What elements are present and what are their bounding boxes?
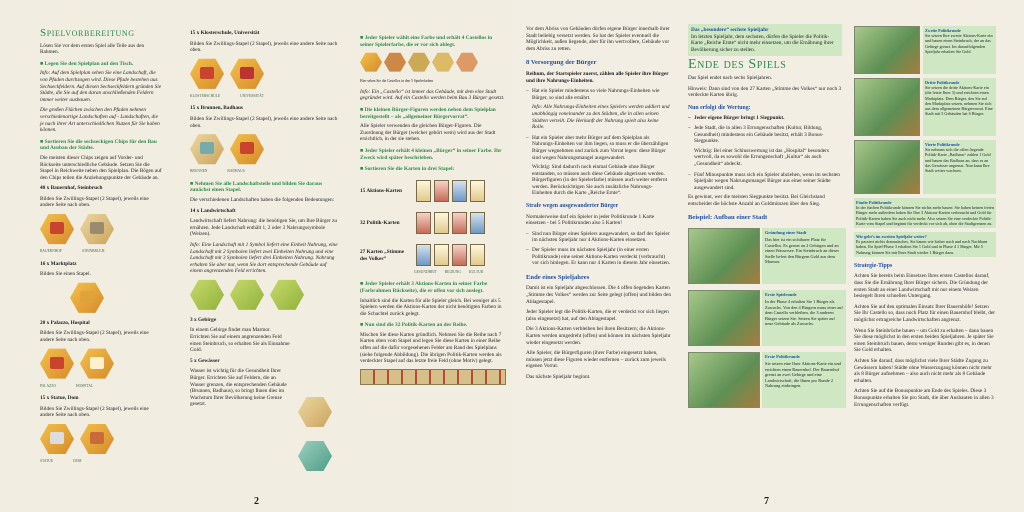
card-caption: GESUNDHEIT [414, 269, 437, 274]
castello-tile [384, 52, 406, 72]
body-text: Damit ist ein Spieljahr abgeschlossen. Die 4 offen liegenden Karten „Stimme des Volkes“ werden zur Seite gelegt (offen) und bilden den Ablagestapel. [526, 285, 672, 305]
gebirge-tile [298, 396, 332, 428]
tile-images [190, 133, 340, 165]
example-image [688, 290, 760, 346]
dom-tile [80, 423, 114, 455]
item-title: 15 x Klosterschule, Universität [190, 30, 260, 36]
card-row [360, 208, 506, 240]
card [470, 212, 485, 234]
tile-images [40, 348, 162, 380]
card-images [416, 244, 485, 266]
tile-caption: BRUNNEN [190, 169, 208, 174]
body-text: Alle Spieler verwenden die gleichen Bürger-Figuren. Die Zuordnung der Bürger (welcher gehört wem) wird aus der Stadt ersichtlich, in der sie stehen. [360, 123, 496, 143]
klosterschule-tile [190, 58, 224, 90]
tile-caption: KLOSTERSCHULE [190, 93, 221, 98]
setup-step: ■ Sortieren Sie die Karten in drei Stapel: [360, 166, 506, 173]
card-caption: BILDUNG [444, 269, 461, 274]
card [434, 180, 449, 202]
item-text: Bilden Sie Zwillings-Stapel (2 Stapel), jeweils eine andere Seite nach oben. [40, 195, 149, 209]
section-heading: Beispiel: Aufbau einer Stadt [688, 214, 768, 222]
tile-images [40, 213, 162, 245]
info-text: Die großen Flächen zwischen den Pfaden nehmen verschiedenartige Landschaften auf - Landschaften, die je nach ihrer Art unterschiedlichen Nutzen für Sie haben können. [40, 107, 160, 134]
tile-captions [40, 248, 162, 255]
tile-caption: DOM [73, 459, 82, 463]
landscape-images [190, 279, 340, 311]
list-item: – Hat ein Spieler mindestens so viele Nahrungs-Einheiten wie Bürger, so sind alle ernährt. [526, 88, 672, 101]
marktplatz-tile [70, 282, 104, 314]
item-text: Bilden Sie einen Stapel. [40, 271, 91, 278]
info-text: Info: Eine Landschaft mit 1 Symbol liefert eine Einheit Nahrung, eine Landschaft mit 2 Symbolen liefert zwei Einheiten Nahrung und eine Landschaft mit 3 Symbolen liefert drei Einheiten Nahrung. Nahrung erhalten Sie aber nur, wenn Sie dort entsprechende Gebäude auf einem angrenzenden Feld errichten. [190, 241, 338, 275]
left-col-2 [168, 0, 346, 512]
info-text: Wichtig: Bei einer Schlusswertung ist das „Hospital“ besonders wertvoll, da es sowohl die Errungenschaft „Kultur“ als auch „Gesundheit“ abdeckt. [694, 147, 829, 167]
section-heading: 8 Versorgung der Bürger [526, 59, 597, 67]
example-area [688, 226, 842, 426]
body-text: Inhaltlich sind die Karten für alle Spieler gleich. Bei weniger als 5 Spielern werden die Aktions-Karten der nicht benötigten Farben in die Schachtel zurück gelegt. [360, 297, 502, 317]
item-text: Bilden Sie Zwillings-Stapel (2 Stapel), jeweils eine andere Seite nach oben. [190, 40, 338, 54]
body-text: Das Spiel endet nach sechs Spieljahren. [688, 74, 773, 81]
info-text: Info: Ein „Castello“ ist immer das Gebäude, mit dem eine Stadt gegründet wird. Auf ein Castello werden beim Bau 3 Bürger gesetzt. [360, 88, 505, 102]
section-heading: Ende eines Spieljahres [526, 273, 590, 281]
card [452, 212, 467, 234]
info-box-text: Im letzten Spieljahr, dem sechsten, dürfen die Spieler die Politik-Karte „Reiche Ernte“ nicht mehr einsetzen, um die Ernährung ihrer Bevölkerung sicher zu stellen. [691, 33, 834, 53]
info-text: Wichtig: Sind dadurch noch einmal Gebäude ohne Bürger entstanden, so müssen auch diese Gebäude abgerissen werden. Bürgerfiguren (in der Spielerfarbe) müssen auch weiter entfernt werden. Berücksichtigen Sie auch zusätzliche Nahrungs-Einheiten durch die Karte „Reiche Ernte“. [532, 164, 668, 197]
info-text: Info: Auf dem Spielplan sehen Sie eine Landschaft, die von Pfaden durchzogen wird. Diese Pfade bestehen aus Sechseckfeldern. Auf diesen Sechseckfeldern gründen Sie Städte, die Sie auf den daran anschließenden Feldern immer weiter ausbauen. [40, 70, 162, 103]
right-col-2 [678, 0, 848, 512]
tile-images [40, 282, 162, 314]
item-text: Wasser ist wichtig für die Gesundheit Ihrer Bürger. Errichten Sie auf Feldern, die an Wasser grenzen, die entsprechenden Gebäude (Brunnen, Badhaus), so bringt Ihnen dies im Wachstum Ihrer Bevölkerung keine Grenze gesetzt. [190, 368, 287, 408]
gewaesser-tile [298, 440, 332, 472]
body-text: Reihum, der Startspieler zuerst, zählen alle Spieler ihre Bürger und ihre Nahrungs-Einheiten. [526, 70, 669, 84]
round-title: Vierte Politikrunde [925, 142, 960, 147]
body-text: Jeder Spieler legt die Politik-Karten, die er verdeckt vor sich liegen (also eingesetzt) hat, auf den Ablagestapel. [526, 309, 669, 322]
example-image [688, 352, 760, 408]
body-text: Das nächste Spieljahr beginnt. [526, 373, 591, 380]
round-text: Sie setzen die dritte Aktions-Karte ein (die letzte Ihrer 3) und errichten einen Marktplatz. Dem Bürger, den Sie auf den Marktplatz setzen, nehmen Sie sich aus dem allgemeinen Bürgervorrat. Eine Stadt mit 5 Gebäuden hat 6 Bürger. [925, 85, 993, 117]
round-title: Wie geht’s im zweiten Spieljahr weiter? [856, 234, 927, 240]
right-col-1 [512, 0, 678, 512]
card [452, 244, 467, 266]
hospital-tile [80, 348, 114, 380]
list-item: – Hat ein Spieler aber mehr Bürger auf dem Spielplan als Nahrungs-Einheiten vor ihm liegen, so muss er die überzähligen Bürger wegnehmen und zurück zum Vorrat legen: diese Bürger sind wegen Nahrungsmangel ausgewandert. [526, 135, 672, 161]
landwirtschaft-tile [230, 279, 264, 311]
page-title: Spielvorbereitung [40, 27, 135, 39]
intro-text: Lösen Sie vor dem ersten Spiel alle Teile aus den Rahmen. [40, 42, 145, 56]
card-caption: KULTUR [468, 269, 484, 274]
tile-images [190, 58, 340, 90]
body-text: Hinweis: Dann sind von den 27 Karten „Stimme des Volkes“ nur noch 3 verdeckte Karten übrig. [688, 85, 842, 99]
body-text: Die verschiedenen Landschaften haben die folgenden Bedeutungen: [190, 196, 335, 203]
bauernhof-tile [40, 213, 74, 245]
steinbruch-tile [80, 213, 114, 245]
card [470, 244, 485, 266]
tile-caption: STEINBRUCH [81, 249, 105, 254]
badhaus-tile [230, 133, 264, 165]
round-box [854, 232, 996, 257]
round-title: Fünfte Politikrunde [856, 200, 892, 205]
list-item: – Jeder eigene Bürger bringt 1 Siegpunkt. [688, 115, 842, 122]
card-row [360, 240, 506, 272]
left-col-1 [0, 0, 168, 512]
statue-tile [40, 423, 74, 455]
tile-captions [190, 168, 340, 175]
setup-step: ■ Jeder Spieler erhält 3 Aktions-Karten in seiner Farbe (Farbrahmen Rückseite), die er offen vor sich auslegt. [360, 281, 506, 294]
section-title: Ende des Spiels [688, 57, 787, 73]
body-text: Alle Spieler, die Bürgerfiguren (ihrer Farbe) eingesetzt haben, müssen jetzt diese Figuren wieder entfernen – zurück zum jeweils eigenen Vorrat. [526, 350, 666, 370]
item-title: 40 x Bauernhof, Steinbruch [40, 185, 103, 192]
round-title: Zweite Politikrunde [925, 28, 961, 33]
example-title: Erste Spielrunde [765, 292, 797, 298]
castello-tile [360, 52, 382, 72]
page-number: 7 [764, 496, 769, 508]
example-box [762, 352, 846, 408]
tip-text: Achten Sie auf die Bonuspunkte am Ende des Spieles. Diese 3 Bonuspunkte erhalten Sie pro Stadt, die über Ausbauten in allen 3 Errungenschaften verfügt. [854, 388, 994, 408]
tile-captions [40, 383, 162, 390]
round-block [854, 26, 996, 74]
section-heading: Strategie-Tipps [854, 262, 893, 269]
body-text: Vor dem Abriss von Gebäuden dürfen eigene Bürger innerhalb ihrer Stadt beliebig versetzt werden. So hat der Spieler eventuell die Möglichkeit, außen liegende, aber für ihn wertvollere, Gebäude vor dem Abriss zu retten. [526, 26, 670, 52]
card-captions [414, 269, 506, 276]
tile-caption: UNIVERSITÄT [240, 93, 264, 98]
card-label: 32 Politik-Karten [360, 220, 400, 227]
setup-step: ■ Legen Sie den Spielplan auf den Tisch. [40, 61, 162, 68]
card [416, 212, 431, 234]
setup-step: ■ Nun sind die 32 Politik-Karten an der Reihe. [360, 322, 506, 329]
card [434, 244, 449, 266]
left-col-3 [346, 0, 512, 512]
image-caption: Hier sehen Sie die Castellos in den 5 Spielerfarben [360, 79, 434, 84]
round-image [854, 78, 920, 136]
list-item: – Sind nun Bürger eines Spielers ausgewandert, so darf der Spieler im nächsten Spieljahr nur 4 Aktions-Karten einsetzen. [526, 231, 672, 244]
item-text: Bilden Sie Zwillings-Stapel (2 Stapel), jeweils eine andere Seite nach oben. [40, 405, 149, 419]
castello-tile [456, 52, 478, 72]
list-item: – Der Spieler muss im nächsten Spieljahr (in einer ersten Politikrunde) eine seiner Aktions-Karten verdeckt (verbraucht) vor sich hinlegen. Er kann nur 4 Karten in diesem Jahr einsetzen. [526, 247, 672, 267]
card [416, 244, 431, 266]
card-images [416, 212, 485, 234]
setup-step: ■ Jeder Spieler erhält 4 kleinen „Bürger“ in seiner Farbe. Ihr Zweck wird später beschrieben. [360, 148, 506, 161]
setup-step: ■ Sortieren Sie die sechseckigen Chips für den Bau und Ausbau der Städte. [40, 139, 162, 152]
universitaet-tile [230, 58, 264, 90]
tile-caption: BAUERNHOF [40, 249, 62, 254]
example-text: Das hier ist ein sichtbarer Platz für Castellos. Es grenzt an 2 Gebirgen und an einen Wassersee. Ein Steinbruch an dieser Stelle liefert den Bürgern Gold aus dem Marmor. [765, 237, 839, 265]
castello-images [360, 52, 506, 72]
body-text: Die meisten dieser Chips zeigen auf Vorder- und Rückseite unterschiedliche Gebäude. Setzen Sie die Stapel in Reichweite neben den Spielplan. Die Bögen auf den Chips teilen die Anziehungspunkte der Gebäude an. [40, 154, 162, 181]
tip-text: Achten Sie darauf, dass möglichst viele Ihrer Städte Zugang zu Gewässern haben! Städte ohne Wasserzugang können nicht mehr als 8 Bürger aufnehmen – also auch nicht mehr als 8 Gebäude erhalten. [854, 357, 992, 384]
item-title: 14 x Landwirtschaft [190, 207, 236, 214]
round-image [854, 140, 920, 194]
round-box [923, 140, 996, 194]
round-box [923, 78, 996, 136]
tip-text: Wenn Sie Steinbrüche bauen – um Gold zu erhalten – dann bauen Sie diese möglichst in den ersten beiden Spieljahren. Je später Sie einen Steinbruch bauen, desto weniger Runden gibt es, in denen Sie Gold erhalten. [854, 327, 994, 354]
body-text: Die 3 Aktions-Karten verbleiben bei ihren Besitzern; die Aktions-Karten werden umgedreht (offen) und können im nächsten Spieljahr wieder eingesetzt werden. [526, 326, 671, 346]
example-image [688, 228, 760, 284]
tile-caption: HOSPITAL [76, 383, 94, 388]
card-images [416, 180, 485, 202]
setup-step: ■ Nehmen Sie alle Landschaftsteile und bilden Sie daraus zunächst einen Stapel. [190, 181, 340, 194]
tile-images [40, 423, 162, 455]
example-box [762, 290, 846, 346]
palazzo-tile [40, 348, 74, 380]
round-block [854, 78, 996, 136]
round-text: In der fünften Politikrunde können Sie nichts mehr bauen: Sie haben keinen freien Bürger mehr außerdem haben Sie Ihre 3 Aktions-Karten verbraucht und Gold für Politik-Karten haben Sie auch nicht mehr. Also setzen Sie eine verdeckte Politik-Karte vom Stapel und beginnt für verdeckt vor sich ab, ohne die Stadtgrenzen zu. [856, 205, 994, 226]
body-text: Es gewinnt, wer die meisten Siegpunkte besitzt. Bei Gleichstand entscheidet die höchste Anzahl an Goldmünzen über den Sieg. [688, 194, 825, 207]
page-number: 2 [254, 496, 259, 508]
example-title: Gründung einer Stadt [765, 230, 807, 236]
politics-card-strip [360, 369, 506, 385]
item-text: Bilden Sie Zwillings-Stapel (2 Stapel), jeweils eine andere Seite nach oben. [40, 330, 149, 344]
item-title: 16 x Marktplatz [40, 260, 77, 267]
round-text: Sie nehmen sich die offen liegende Politik-Karte „Badhaus“ zahlen 1 Gold und bauen das Badhaus an, dass es an das Gewässer angrenzt. Nun kann Ihre Stadt weiter wachsen. [925, 147, 991, 174]
castello-tile [408, 52, 430, 72]
item-text: In einem Gebirge findet man Marmor. Errichten Sie auf einem angrenzenden Feld einen Steinbruch, so erhalten Sie als Einnahme Gold. [190, 327, 290, 354]
round-title: Dritte Politikrunde [925, 80, 960, 85]
item-title: 3 x Gebirge [190, 316, 217, 323]
info-box [688, 24, 842, 56]
tile-caption: PALAZZO [40, 383, 57, 388]
card-row [360, 176, 506, 208]
tip-text: Achten Sie auf den optimalen Einsatz Ihrer Bauernhöfe! Setzen Sie Ihr Castello so, dass noch Platz für einen Bauernhof bleibt, der möglichst ertragreiche Landwirtschaften angrenzt. [854, 303, 996, 323]
card [416, 180, 431, 202]
tile-captions [40, 458, 162, 465]
body-text: Mischen Sie diese Karten gründlich. Nehmen Sie die Reihe nach 7 Karten oben vom Stapel und legen Sie diese Karten in einer Reihe offen auf die dafür vorgesehenen Felder am Rand des Spielplans (siehe folgende Abbildung). Die übrigen Politik-Karten werden als verdeckter Stapel auf das letzte freie Feld (ohne Motiv) gelegt. [360, 331, 502, 365]
setup-step: ■ Die kleinen Bürger-Figuren werden neben dem Spielplan bereitgestellt – als „allgemeiner Bürgervorrat“. [360, 107, 506, 120]
example-text: Sie setzen eine Ihrer Aktions-Karte ein und errichten einen Bauernhof. Der Bauernhof grenzt an zwei Gebirge und eine Landwirtschaft, die Ihnen pro Runde 2 Nahrung einbringen. [765, 361, 841, 389]
tile-caption: BADHAUS [227, 169, 245, 174]
info-box-title: Das „besondere“ sechste Spieljahr [691, 27, 769, 33]
card [434, 212, 449, 234]
item-title: 15 x Brunnen, Badhaus [190, 105, 243, 112]
card-label: 15 Aktions-Karten [360, 188, 402, 195]
example-text: In der Phase 4 erhalten Sie 1 Bürger als Zuwachs. Von den 4 Bürgern muss einer auf dem Castello verbleiben, die 3 anderen Bürger setzen Sie. Setzen Sie später auf neue Gebäude als Zuwachs. [765, 299, 843, 327]
setup-step: ■ Jeder Spieler wählt eine Farbe und erhält 4 Castellos in seiner Spielerfarbe, die er vor sich ablegt. [360, 35, 506, 48]
round-block [854, 140, 996, 194]
list-item: – Fünf Minuspunkte muss sich ein Spieler abziehen, wenn im sechsten Spieljahr wegen Nahrungsmangel Bürger aus einer seiner Städte ausgewandert sind. [688, 172, 842, 192]
round-text: Es passiert nichts dramatisches, Sie bauen wie bisher nach und nach Nachbarn haben, Ihr Spiel-Phase 3 erhalten Sie 1 Gold und in Phase 4 1 Bürger. Mit 5 Nahrung können Sie mit Ihrer Stadt wieder 1 Bürger dazu. [856, 239, 988, 255]
item-text: Bilden Sie Zwillings-Stapel (2 Stapel), jeweils eine andere Seite nach oben. [190, 115, 338, 129]
item-text: Landwirtschaft liefert Nahrung: die benötigen Sie, um Ihre Bürger zu ernähren. Jede Landschaft enthält 1, 2 oder 3 Nahrungssymbole (Weizen). [190, 218, 337, 238]
section-heading: Nun erfolgt die Wertung: [688, 104, 751, 111]
round-box [854, 198, 996, 228]
right-col-3 [848, 0, 1024, 512]
item-title: 15 x Statue, Dom [40, 395, 79, 402]
round-image [854, 26, 920, 74]
brunnen-tile [190, 133, 224, 165]
section-heading: Strafe wegen ausgewanderter Bürger [526, 203, 619, 210]
card [452, 180, 467, 202]
tile-captions [190, 93, 340, 100]
tile-caption: STATUE [40, 459, 54, 463]
item-title: 20 x Palazzo, Hospital [40, 319, 90, 326]
tip-text: Achten Sie bereits beim Einsetzen Ihres ersten Castellos darauf, dass Sie die Ernährung Ihrer Bürger sichern. Die Gründung der ersten Stadt an einer Landwirtschaft mit nur einem Weizen besiegelt Ihren schnellen Untergang. [854, 273, 990, 300]
list-item: – Jede Stadt, die in allen 3 Errungenschaften (Kultur, Bildung, Gesundheit) mindestens ein Gebäude besitzt, erhält 3 Bonus-Siegpunkte. [688, 125, 842, 145]
right-page [512, 0, 1024, 512]
body-text: Normalerweise darf ein Spieler in jeder Politikrunde 1 Karte einsetzen - bei 5 Politikrunden also 5 Karten! [526, 213, 655, 227]
landwirtschaft-tile [190, 279, 224, 311]
round-box [923, 26, 996, 74]
castello-tile [432, 52, 454, 72]
example-title: Erste Politikrunde [765, 354, 800, 360]
info-text: Info: Alle Nahrungs-Einheiten eines Spielers werden addiert und unabhängig voneinander zu den Städten, die in allen seinen Städten verteilt. Die Herkunft der Nahrung spielt also keine Rolle. [532, 104, 670, 131]
card-label: 27 Karten „Stimme des Volkes“ [360, 249, 405, 262]
round-text: Sie setzen Ihre zweite Aktions-Karte ein und bauen einen Steinbruch, der an das Gebirge grenzt. Im darauffolgenden Spieljahr erhalten Sie Gold. [925, 33, 993, 54]
example-box [762, 228, 846, 284]
card [470, 180, 485, 202]
item-title: 5 x Gewässer [190, 357, 220, 364]
landwirtschaft-tile [270, 279, 304, 311]
